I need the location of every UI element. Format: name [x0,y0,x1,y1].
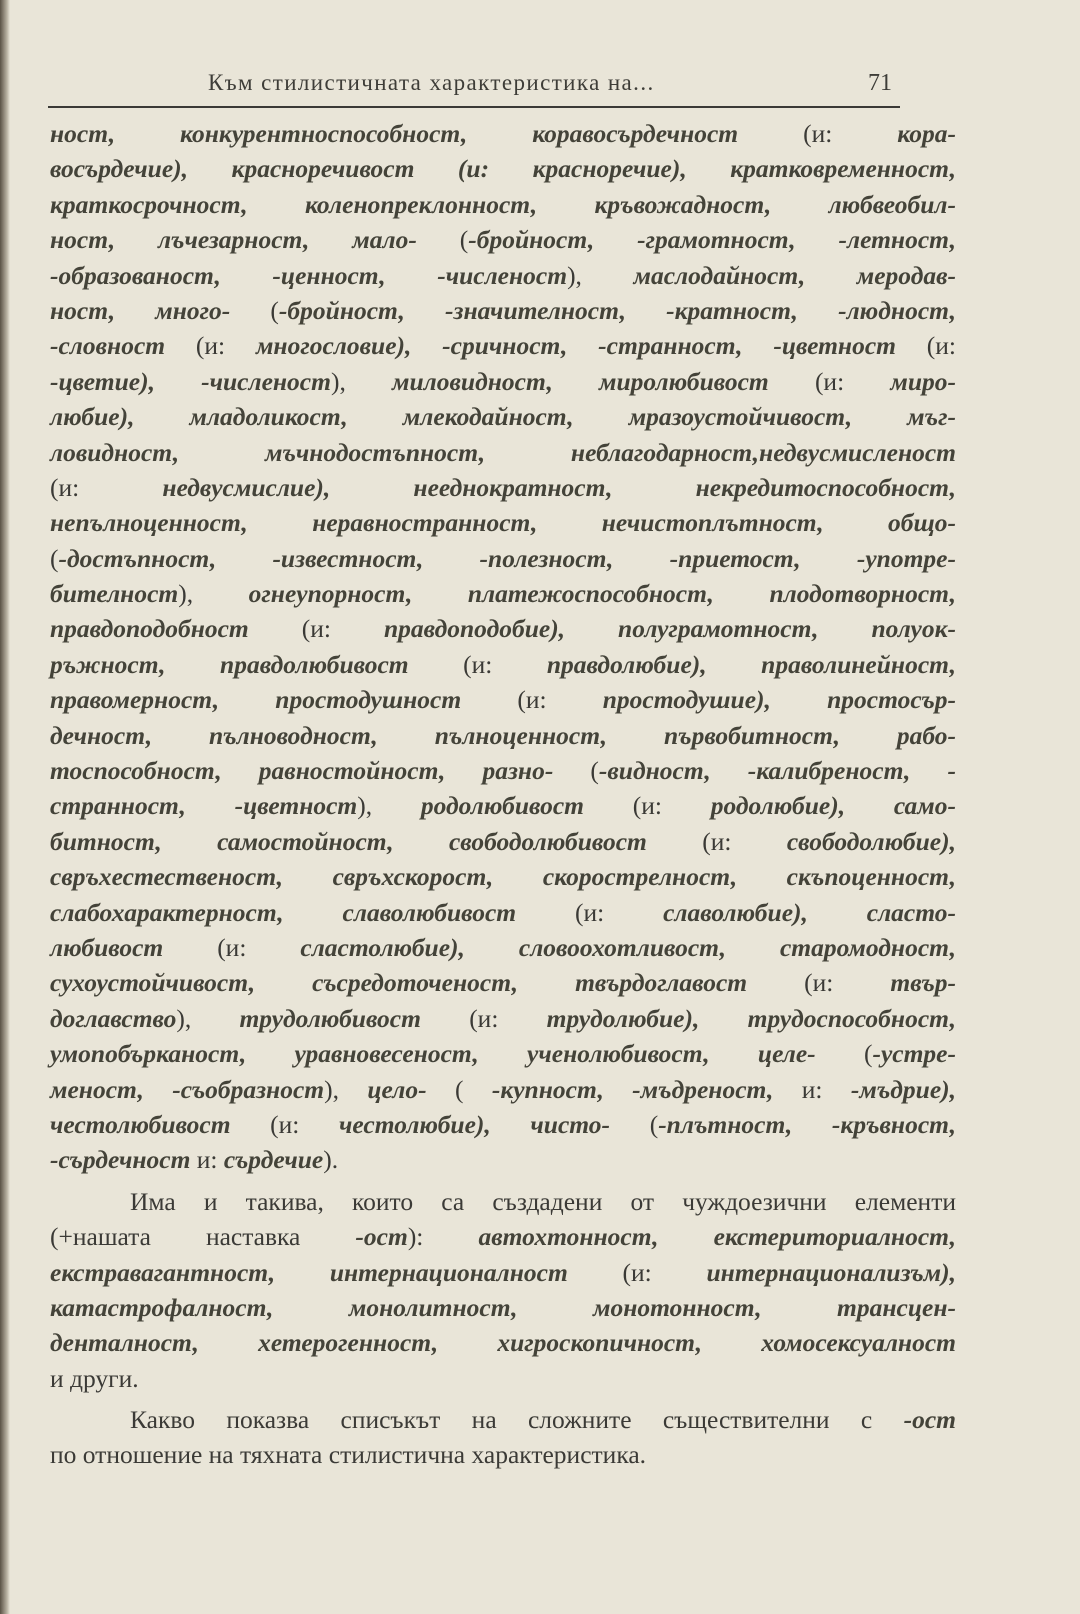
paragraph-1 [50,116,956,1178]
text-line [50,364,956,399]
text-line [50,399,956,434]
italic-term: свободолюбие), [786,826,956,856]
text-line [50,1036,956,1071]
italic-term: -плътност, -кръвност, [658,1109,956,1139]
italic-term: кора- [897,119,956,148]
italic-term: -достъпност, -известност, -полезност, -приетост, -употре- [58,543,956,573]
roman-text: ), [567,260,634,290]
italic-term: трудолюбие), трудоспособност, [546,1003,956,1033]
roman-text: Има и такива, които са създадени от чуждоезични елементи [130,1186,956,1216]
italic-term: меност, -съобразност [50,1074,325,1104]
roman-text: (и: [301,614,384,644]
roman-text: Какво показва списъкът на сложните съществителни с [130,1405,904,1435]
text-line [50,116,956,151]
roman-text: (и: [195,331,256,361]
italic-term: правдоподобие), полуграмотност, полуок- [383,614,956,644]
italic-term: -бройност, -значителност, -кратност, -людност, [278,295,956,325]
italic-term: маслодайност, меродав- [633,260,956,290]
italic-term: -ост [355,1222,408,1252]
text-line [50,1219,956,1254]
italic-term: сластолюбие), словоохотливост, старомодност, [300,932,956,962]
italic-term: честолюбие), чисто- [339,1109,650,1139]
roman-text: ), [324,1074,368,1104]
italic-term: твър- [890,968,956,998]
text-line [50,647,956,682]
text-line [50,718,956,753]
italic-term: славолюбие), сласто- [663,897,956,927]
italic-term: миро- [890,366,957,396]
text-line [50,1402,956,1437]
italic-term: денталност, хетерогенност, хигроскопичност, хомосексуалност [50,1328,956,1358]
roman-text: ), [357,791,421,821]
roman-text: по отношение на тяхната стилистична характеристика. [50,1440,647,1470]
italic-term: -бройност, -грамотност, -летност, [468,225,956,255]
italic-term: -видност, -калибреност, - [598,756,956,786]
italic-term: правдоподобност [50,614,302,644]
text-line [50,753,956,788]
roman-text: (и: [804,968,891,998]
italic-term: миловидност, миролюбивост [392,366,815,396]
text-line [50,1107,956,1142]
italic-term: -купност, -мъдреност, [491,1074,802,1104]
italic-term: родолюбие), само- [710,791,956,821]
italic-term: -ост [903,1405,956,1435]
text-line [50,1072,956,1107]
italic-term: непълноценност, неравностранност, нечистоплътност, общо- [50,508,956,538]
italic-term: правомерност, простодушност [50,685,518,715]
text-line [50,435,956,470]
italic-term: -сърдечност [50,1145,197,1175]
text-line [50,1255,956,1290]
roman-text: (и: [926,331,957,361]
italic-term: родолюбивост [420,791,633,821]
text-line [50,505,956,540]
text-line [50,222,956,257]
italic-term: правдолюбие), праволинейност, [546,649,956,679]
text-line [50,151,956,186]
roman-text: ( [270,295,279,325]
italic-term: ност, конкурентноспособност, коравосърдечност [50,119,804,148]
page-number: 71 [868,70,892,96]
italic-term: слабохарактерност, славолюбивост [50,897,575,927]
italic-term: краткосрочност, коленопреклонност, кръвожадност, любвеобил- [50,189,956,219]
text-line [50,895,956,930]
roman-text: и други. [50,1363,139,1393]
roman-text: (+нашата наставка [50,1222,356,1252]
roman-text: ), [330,366,393,396]
italic-term: многословие), -сричност, -странност, -цветност [255,331,927,361]
roman-text: (и: [50,472,163,502]
paragraph-3 [50,1402,956,1473]
italic-term: -образованост, -ценност, -численост [50,260,568,290]
italic-term: трудолюбивост [239,1003,470,1033]
text-line [50,930,956,965]
roman-text: (и: [469,1003,547,1033]
text-line [50,1325,956,1360]
text-line [50,576,956,611]
text-line [50,682,956,717]
roman-text: ( [459,225,469,255]
italic-term: доглавство [50,1003,177,1033]
italic-term: дечност, пълноводност, пълноценност, първобитност, рабо- [50,720,956,750]
running-header-title: Към стилистичната характеристика на... [208,70,655,95]
italic-term: огнеупорност, платежоспособност, плодотворност, [248,579,956,609]
text-line [50,611,956,646]
italic-term: автохтонност, екстериториалност, [478,1222,957,1252]
text-line [50,470,956,505]
italic-term: свръхестественост, свръхскорост, скорострелност, скъпоценност, [50,862,956,892]
italic-term: восърдечие), краснoречивост (и: красноречие), кратковременност, [50,154,956,184]
italic-term: сърдечие [223,1145,324,1175]
italic-term: ръжност, правдолюбивост [50,649,464,679]
text-line [50,1001,956,1036]
italic-term: недвусмислие), нееднократност, некредитоспособност, [162,472,956,502]
italic-term: сухоустойчивост, съсредоточеност, твърдоглавост [50,968,805,998]
roman-text: ( [863,1039,873,1069]
italic-term: честолюбивост [50,1109,271,1139]
italic-term: интернационализъм), [706,1257,956,1287]
italic-term: странност, -цветност [50,791,358,821]
book-binding-shadow [0,0,10,1614]
roman-text: (и: [270,1109,340,1139]
italic-term: -словност [50,331,196,361]
text-line [50,1290,956,1325]
roman-text: ( [649,1109,659,1139]
italic-term: любивост [50,932,218,962]
italic-term: простодушие), простосър- [602,685,956,715]
body-text [50,116,956,1473]
roman-text: и: [196,1145,224,1175]
text-line [50,859,956,894]
text-line [50,1437,956,1472]
text-line [50,187,956,222]
italic-term: катастрофалност, монолитност, монотонност, трансцен- [50,1292,956,1322]
roman-text: ( [50,543,59,573]
text-line [50,788,956,823]
roman-text: (и: [217,932,301,962]
roman-text: ), [176,1003,240,1033]
italic-term: ност, лъчезарност, мало- [50,225,460,255]
text-line [50,824,956,859]
roman-text: (и: [517,685,603,715]
running-header [48,66,900,108]
text-line [50,1142,956,1177]
italic-term: ловидност, мъчнодостъпност, неблагодарност,недвусмисленост [50,437,956,467]
italic-term: битност, самостойност, свободолюбивост [50,826,703,856]
roman-text: ( [590,756,599,786]
roman-text: ), [178,579,249,609]
roman-text: (и: [814,366,891,396]
roman-text: (и: [632,791,711,821]
roman-text: (и: [803,119,898,148]
text-line [50,1361,956,1396]
italic-term: любие), младоликост, млекодайност, мразоустойчивост, мъг- [50,402,956,432]
roman-text: (и: [463,649,547,679]
roman-text: (и: [622,1257,707,1287]
italic-term: умопобърканост, уравновесеност, ученолюбивост, целе- [50,1039,864,1069]
italic-term: -устре- [872,1039,956,1069]
roman-text: (и: [575,897,664,927]
text-line [50,965,956,1000]
roman-text: ). [323,1145,339,1175]
italic-term: цело- [367,1074,455,1104]
italic-term: -цветие), -численост [50,366,331,396]
roman-text: ( [454,1074,492,1104]
paragraph-2 [50,1184,956,1396]
roman-text: ): [407,1222,479,1252]
text-line [50,293,956,328]
italic-term: -мъдрие), [850,1074,957,1104]
text-line [50,541,956,576]
text-line [50,328,956,363]
italic-term: тоспособност, равностойност, разно- [50,756,591,786]
italic-term: бителност [50,579,179,609]
italic-term: екстравагантност, интернационалност [50,1257,623,1287]
roman-text: и: [801,1074,851,1104]
text-line [50,1184,956,1219]
text-line [50,258,956,293]
italic-term: ност, много- [50,295,271,325]
roman-text: (и: [702,826,787,856]
